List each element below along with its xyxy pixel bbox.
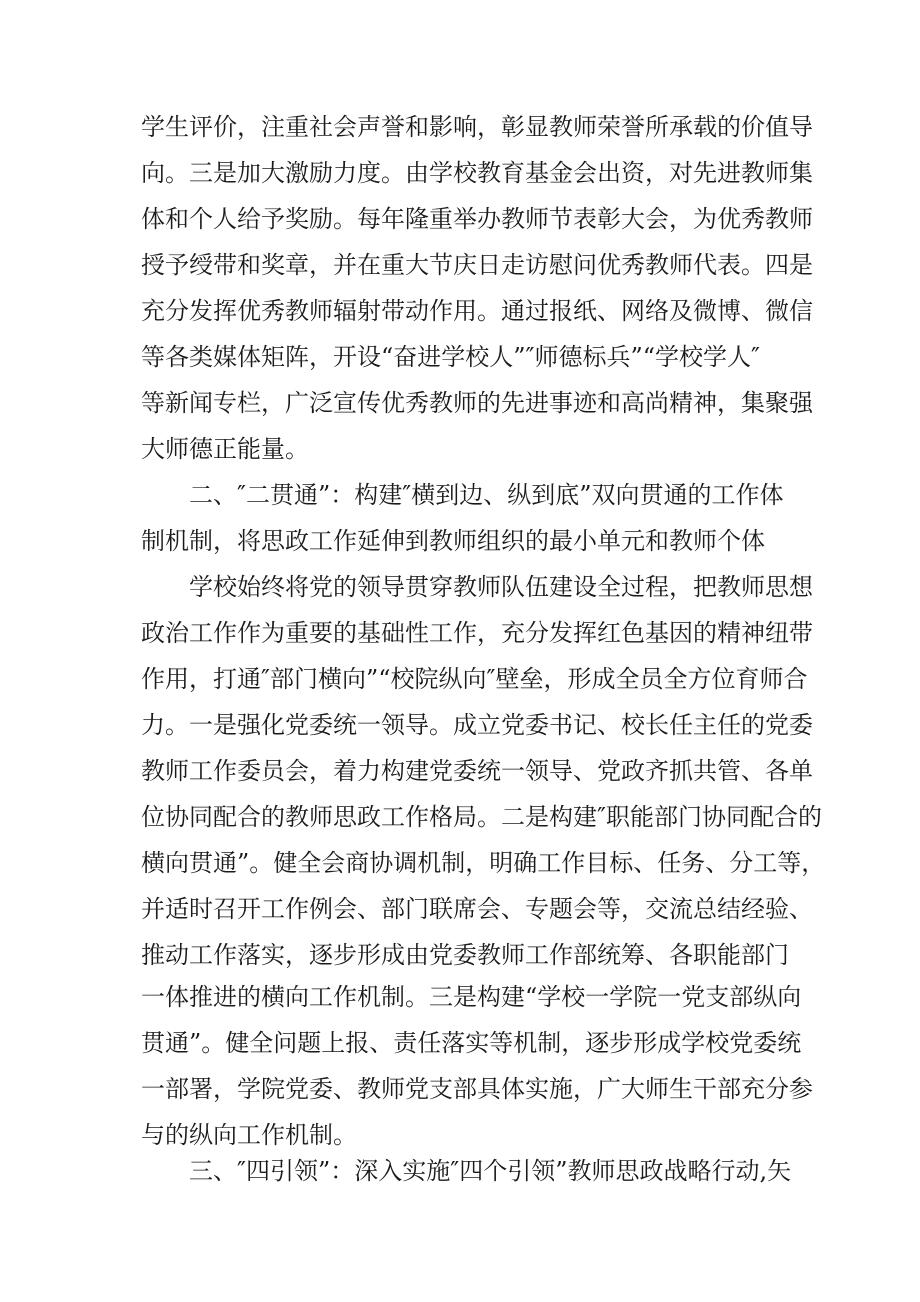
text-line: 向。三是加大激励力度。由学校教育基金会出资，对先进教师集 bbox=[141, 159, 813, 187]
text-line: 大师德正能量。 bbox=[141, 435, 309, 463]
text-line: 并适时召开工作例会、部门联席会、专题会等，交流总结经验、 bbox=[141, 895, 813, 923]
text-line: 横向贯通”。健全会商协调机制，明确工作目标、任务、分工等， bbox=[141, 849, 826, 877]
section-heading-two bbox=[141, 472, 811, 564]
text-line: 政治工作作为重要的基础性工作，充分发挥红色基因的精神纽带 bbox=[141, 619, 813, 647]
heading-line: 二、″二贯通”：构建″横到边、纵到底”双向贯通的工作体 bbox=[189, 481, 784, 509]
text-line: 位协同配合的教师思政工作格局。二是构建″职能部门协同配合的 bbox=[141, 803, 822, 831]
section-heading-three bbox=[141, 1148, 811, 1194]
text-line: 学校始终将党的领导贯穿教师队伍建设全过程，把教师思想 bbox=[189, 573, 813, 601]
text-line: 授予绶带和奖章，并在重大节庆日走访慰问优秀教师代表。四是 bbox=[141, 251, 813, 279]
text-line: 学生评价，注重社会声誉和影响，彰显教师荣誉所承载的价值导 bbox=[141, 113, 813, 141]
text-line: 等各类媒体矩阵，开设“奋进学校人”″师德标兵”“学校学人″ bbox=[141, 343, 761, 371]
heading-line: 制机制，将思政工作延伸到教师组织的最小单元和教师个体 bbox=[141, 527, 765, 555]
text-line: 与的纵向工作机制。 bbox=[141, 1121, 357, 1149]
heading-line: 三、″四引领”：深入实施″四个引领”教师思政战略行动,矢 bbox=[189, 1157, 792, 1185]
text-line: 贯通”。健全问题上报、责任落实等机制，逐步形成学校党委统 bbox=[141, 1029, 802, 1057]
text-line: 作用，打通″部门横向”“校院纵向″壁垒，形成全员全方位育师合 bbox=[141, 665, 808, 693]
text-line: 一体推进的横向工作机制。三是构建“学校一学院一党支部纵向 bbox=[141, 983, 802, 1011]
text-line: 推动工作落实，逐步形成由党委教师工作部统筹、各职能部门 bbox=[141, 941, 789, 969]
paragraph-teacher-honor bbox=[141, 104, 811, 472]
text-line: 一部署，学院党委、教师党支部具体实施，广大师生干部充分参 bbox=[141, 1075, 813, 1103]
paragraph-party-leadership bbox=[141, 564, 826, 978]
paragraph-vertical-mechanism bbox=[141, 974, 811, 1158]
text-line: 教师工作委员会，着力构建党委统一领导、党政齐抓共管、各单 bbox=[141, 757, 813, 785]
text-line: 体和个人给予奖励。每年隆重举办教师节表彰大会，为优秀教师 bbox=[141, 205, 813, 233]
text-line: 等新闻专栏，广泛宣传优秀教师的先进事迹和高尚精神，集聚强 bbox=[141, 389, 813, 417]
text-line: 充分发挥优秀教师辐射带动作用。通过报纸、网络及微博、微信 bbox=[141, 297, 813, 325]
text-line: 力。一是强化党委统一领导。成立党委书记、校长任主任的党委 bbox=[141, 711, 813, 739]
